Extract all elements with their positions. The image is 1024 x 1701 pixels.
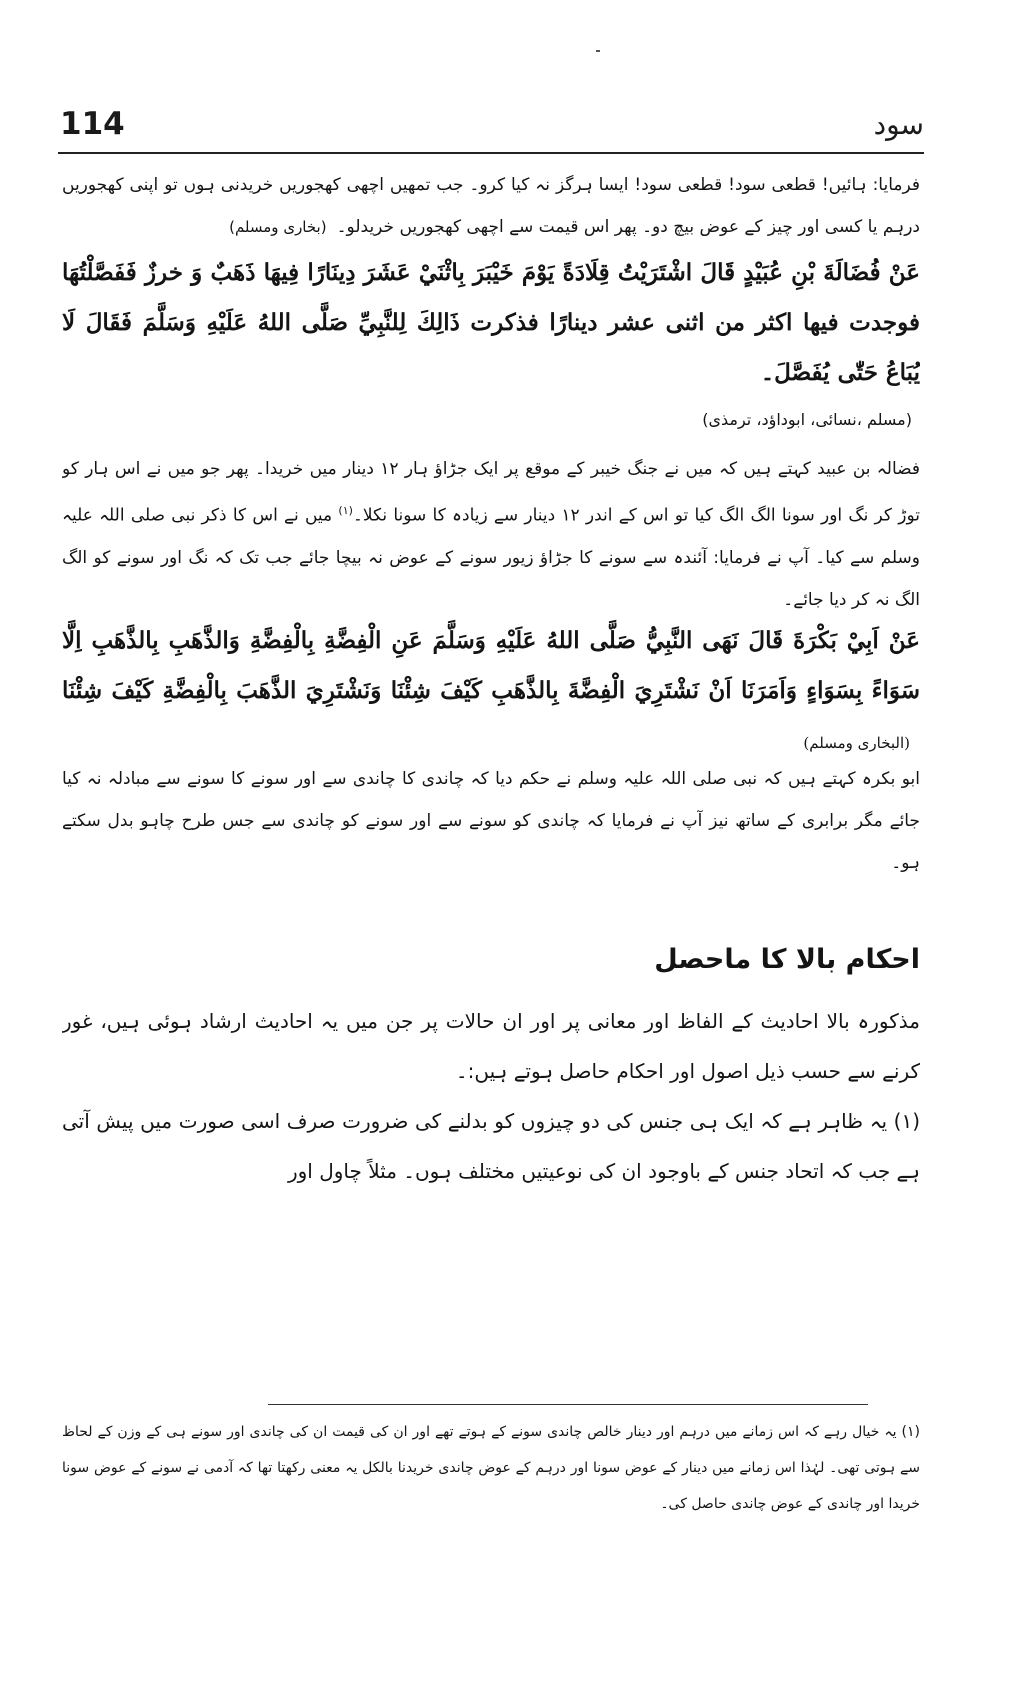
page-number: 114 xyxy=(60,106,125,142)
section-heading: احکام بالا کا ماحصل xyxy=(654,944,920,975)
footnote: (۱) یہ خیال رہے کہ اس زمانے میں درہم اور دینار خالص چاندی سونے کے ہوتے تھے اور ان کی قیمت ان کی چاندی اور سونے ہی کے وزن کے لحاظ سے ہوتی تھی۔ لہٰذا اس زمانے میں دینار کے عوض سونا اور درہم کے عوض چاندی خریدنا بالکل یہ معنی رکھتا تھا کہ آدمی نے سونے کے عوض سونا خریدا اور چاندی کے عوض چاندی حاصل کی۔ xyxy=(62,1424,920,1512)
paragraph-4: مذکورہ بالا احادیث کے الفاظ اور معانی پر اور ان حالات پر جن میں یہ احادیث ارشاد ہوئی ہیں، غور کرنے سے حسب ذیل اصول اور احکام حاصل ہوتے ہیں:۔ xyxy=(62,1009,920,1083)
paragraph-5: (۱) یہ ظاہر ہے کہ ایک ہی جنس کی دو چیزوں کو بدلنے کی ضرورت صرف اسی صورت میں پیش آتی ہے جب کہ اتحاد جنس کے باوجود ان کی نوعیتیں مختلف ہوں۔ مثلاً چاول اور xyxy=(62,1109,920,1183)
paragraph-1-reference: (بخاری ومسلم) xyxy=(229,218,327,236)
hadith-1-reference: (مسلم ،نسائی، ابوداؤد، ترمذی) xyxy=(702,410,912,429)
paragraph-3: ابو بکرہ کہتے ہیں کہ نبی صلی اللہ علیہ وسلم نے حکم دیا کہ چاندی کا چاندی سے اور سونے کا سونے سے مبادلہ نہ کیا جائے مگر برابری کے ساتھ نیز آپ نے فرمایا کہ چاندی کو سونے سے اور سونے کو چاندی سے جس طرح چاہو بدل سکتے ہو۔ xyxy=(62,769,920,873)
header-rule xyxy=(58,152,924,154)
footnote-rule xyxy=(268,1404,868,1405)
hadith-2-reference: (البخاری ومسلم) xyxy=(803,734,910,752)
paragraph-2 xyxy=(62,448,920,616)
scan-mark xyxy=(596,50,600,52)
hadith-2-text: عَنْ اَبِيْ بَكْرَةَ قَالَ نَهَى النَّبِيُّ صَلَّى اللهُ عَلَيْهِ وَسَلَّمَ عَنِ الْفِضَّةِ بِالْفِضَّةِ وَالذَّهَبِ بِالذَّهَبِ اِلَّا سَوَاءً بِسَوَاءٍ وَاَمَرَنَا اَنْ نَشْتَرِيَ الْفِضَّةَ بِالذَّهَبِ كَيْفَ شِئْنَا وَنَشْتَرِيَ الذَّهَبَ بِالْفِضَّةِ كَيْفَ شِئْنَا xyxy=(62,627,920,704)
hadith-2-arabic xyxy=(62,616,920,758)
paragraph-1-text: فرمایا: ہائیں! قطعی سود! قطعی سود! ایسا ہرگز نہ کیا کرو۔ جب تمھیں اچھی کھجوریں خریدنی ہوں تو اپنی کھجوریں درہم یا کسی اور چیز کے عوض بیچ دو۔ پھر اس قیمت سے اچھی کھجوریں خریدلو۔ xyxy=(62,175,920,237)
page-body xyxy=(62,164,920,1196)
paragraph-2-text: فضالہ بن عبید کہتے ہیں کہ میں نے جنگ خیبر کے موقع پر ایک جڑاؤ ہار ۱۲ دینار میں خریدا۔ پھر جو میں نے اس ہار کو توڑ کر نگ اور سونا الگ الگ کیا تو اس کے اندر ۱۲ دینار سے زیادہ کا سونا نکلا۔ xyxy=(62,459,920,526)
paragraph-1 xyxy=(62,164,920,248)
hadith-1-arabic: عَنْ فُضَالَةَ بْنِ عُبَيْدٍ قَالَ اشْتَرَيْتُ قِلَادَةً يَوْمَ خَيْبَرَ بِاثْنَيْ عَشَرَ دِينَارًا فِيهَا ذَهَبٌ وَ خرزٌ فَفَصَّلْتُهَا فوجدت فيها اكثر من اثنى عشر دينارًا فذكرت ذَالِكَ لِلنَّبِيِّ صَلَّى اللهُ عَلَيْهِ وَسَلَّمَ فَقَالَ لَا يُبَاعُ حَتّٰى يُفَصَّلَ۔ xyxy=(62,259,920,386)
paragraph-2-continued: میں نے اس کا ذکر نبی صلی اللہ علیہ وسلم سے کیا۔ آپ نے فرمایا: آئندہ سے سونے کا جڑاؤ زیور سونے کے عوض نہ بیچا جائے جب تک کہ نگ اور سونے کو الگ الگ نہ کر دیا جائے۔ xyxy=(62,505,920,610)
footnote-marker: (۱) xyxy=(338,504,353,517)
running-title: سود xyxy=(873,108,924,141)
